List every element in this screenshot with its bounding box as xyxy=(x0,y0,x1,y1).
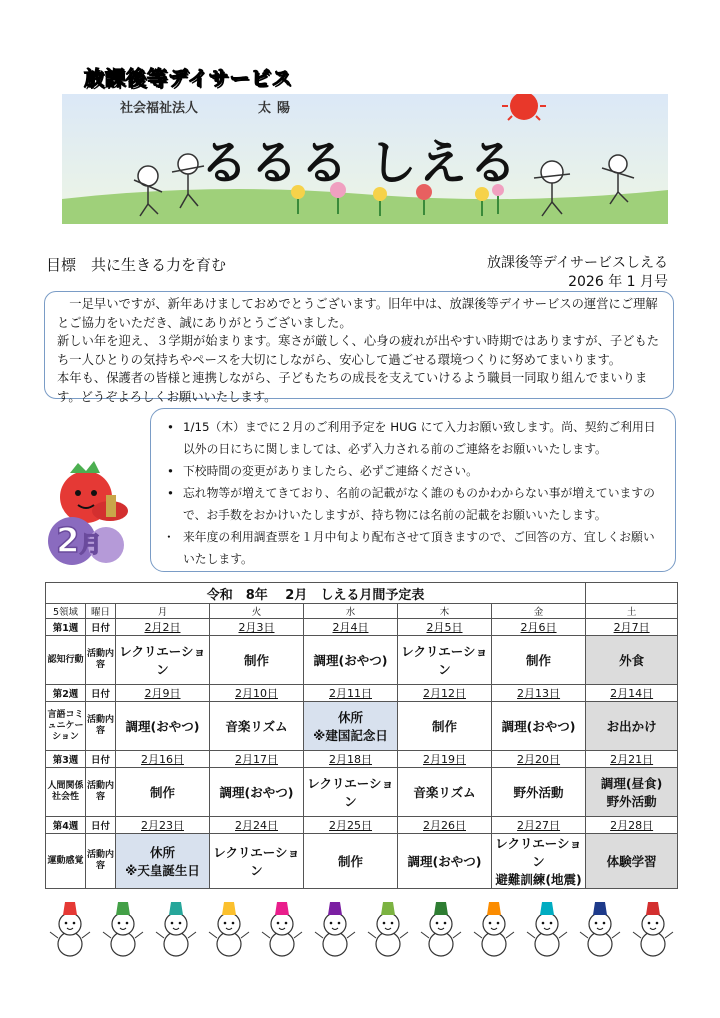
activity-cell: 制作 xyxy=(116,768,210,817)
domain-label: 認知行動 xyxy=(46,636,86,685)
snowman-icon xyxy=(633,902,673,956)
week-activity-row xyxy=(46,702,678,751)
activity-cell: 調理(おやつ) xyxy=(304,636,398,685)
schedule-header-row xyxy=(46,604,678,619)
activity-cell: レクリエーション xyxy=(304,768,398,817)
week-date-row xyxy=(46,751,678,768)
week-activity-row xyxy=(46,636,678,685)
greeting-paragraph: 新しい年を迎え、３学期が始まります。寒さが厳しく、心身の疲れが出やすい時期ではありますが、子どもたち一人ひとりの気持ちやペースを大切にしながら、安心して過ごせる環境つくりに努めてまいります。 xyxy=(57,334,660,367)
monthly-schedule-table xyxy=(45,582,678,889)
header-cell: 5領域 xyxy=(46,604,86,619)
date-cell: 2月7日 xyxy=(586,619,678,636)
date-cell: 2月5日 xyxy=(398,619,492,636)
week-label: 第2週 xyxy=(46,685,86,702)
week-activity-row xyxy=(46,768,678,817)
date-cell: 2月2日 xyxy=(116,619,210,636)
snowman-icon xyxy=(315,902,355,956)
schedule-caption: 令和 8年 2月 しえる月間予定表 xyxy=(46,583,586,604)
date-cell: 2月13日 xyxy=(492,685,586,702)
date-cell: 2月28日 xyxy=(586,817,678,834)
brand-title: 放課後等デイサービス xyxy=(84,66,293,90)
notice-item: • 下校時間の変更がありましたら、必ずご連絡ください。 xyxy=(165,460,665,482)
date-cell: 2月4日 xyxy=(304,619,398,636)
activity-cell: 音楽リズム xyxy=(210,702,304,751)
activity-cell: レクリエーション xyxy=(210,834,304,889)
activity-label: 活動内容 xyxy=(86,834,116,889)
date-cell: 2月19日 xyxy=(398,751,492,768)
date-cell: 2月11日 xyxy=(304,685,398,702)
page-title: るるる しえる xyxy=(200,135,519,191)
activity-cell: レクリエーション xyxy=(116,636,210,685)
week-date-row xyxy=(46,619,678,636)
header-cell: 火 xyxy=(210,604,304,619)
activity-cell: 音楽リズム xyxy=(398,768,492,817)
date-label: 日付 xyxy=(86,619,116,636)
snowman-icon xyxy=(262,902,302,956)
greeting-paragraph: 一足早いですが、新年あけましておめでとうございます。旧年中は、放課後等デイサービスの運営にご理解とご協力をいただき、誠にありがとうございました。 xyxy=(57,297,658,330)
activity-cell: お出かけ xyxy=(586,702,678,751)
notice-box xyxy=(150,408,676,572)
date-cell: 2月21日 xyxy=(586,751,678,768)
date-cell: 2月3日 xyxy=(210,619,304,636)
snowman-icon xyxy=(368,902,408,956)
date-label: 日付 xyxy=(86,817,116,834)
date-cell: 2月6日 xyxy=(492,619,586,636)
notice-item: ・ 来年度の利用調査票を１月中旬より配布させて頂きますので、ご回答の方、宜しくお願いいたします。 xyxy=(165,526,665,570)
domain-label: 運動感覚 xyxy=(46,834,86,889)
notice-item: • 1/15（木）までに２月のご利用予定を HUG にて入力お願い致します。尚、契約ご利用日以外の日にちに関しましては、必ず入力される前のご連絡をお願いいたします。 xyxy=(165,416,665,460)
month-badge: 2月 xyxy=(56,521,102,561)
organization-name: 放課後等デイサービスしえる xyxy=(486,255,668,271)
activity-cell: 調理(昼食) 野外活動 xyxy=(586,768,678,817)
domain-label: 人間関係社会性 xyxy=(46,768,86,817)
activity-cell: 制作 xyxy=(492,636,586,685)
greeting-box xyxy=(44,291,674,404)
activity-cell: 休所 ※建国記念日 xyxy=(304,702,398,751)
date-cell: 2月27日 xyxy=(492,817,586,834)
activity-cell: 野外活動 xyxy=(492,768,586,817)
date-cell: 2月18日 xyxy=(304,751,398,768)
header-cell: 土 xyxy=(586,604,678,619)
greeting-paragraph: 本年も、保護者の皆様と連携しながら、子どもたちの成長を支えていけるよう職員一同取り組んでまいります。どうぞよろしくお願いいたします。 xyxy=(57,371,648,404)
date-label: 日付 xyxy=(86,751,116,768)
snowman-icon xyxy=(421,902,461,956)
goal-text: 目標 共に生きる力を育む xyxy=(46,256,227,274)
activity-label: 活動内容 xyxy=(86,702,116,751)
activity-label: 活動内容 xyxy=(86,768,116,817)
date-cell: 2月25日 xyxy=(304,817,398,834)
snowman-icon xyxy=(474,902,514,956)
activity-cell: レクリエーション xyxy=(398,636,492,685)
snowman-icon xyxy=(156,902,196,956)
activity-cell: 体験学習 xyxy=(586,834,678,889)
domain-label: 言語コミュニケーション xyxy=(46,702,86,751)
activity-cell: 調理(おやつ) xyxy=(492,702,586,751)
activity-cell: 外食 xyxy=(586,636,678,685)
activity-cell: レクリエーション 避難訓練(地震) xyxy=(492,834,586,889)
activity-cell: 調理(おやつ) xyxy=(398,834,492,889)
date-cell: 2月26日 xyxy=(398,817,492,834)
week-label: 第3週 xyxy=(46,751,86,768)
week-date-row xyxy=(46,685,678,702)
date-cell: 2月9日 xyxy=(116,685,210,702)
snowmen-decoration xyxy=(44,888,684,958)
notice-item: • 忘れ物等が増えてきており、名前の記載がなく誰のものかわからない事が増えていますので、お手数をおかけいたしますが、持ち物には名前の記載をお願いいたします。 xyxy=(165,482,665,526)
header-cell: 月 xyxy=(116,604,210,619)
activity-cell: 調理(おやつ) xyxy=(116,702,210,751)
date-cell: 2月24日 xyxy=(210,817,304,834)
date-cell: 2月14日 xyxy=(586,685,678,702)
issue-date: 2026 年 1 月号 xyxy=(568,274,668,290)
date-cell: 2月10日 xyxy=(210,685,304,702)
week-activity-row xyxy=(46,834,678,889)
activity-cell: 休所 ※天皇誕生日 xyxy=(116,834,210,889)
header-cell: 金 xyxy=(492,604,586,619)
header-cell: 木 xyxy=(398,604,492,619)
activity-cell: 制作 xyxy=(398,702,492,751)
snowman-icon xyxy=(50,902,90,956)
snowman-icon xyxy=(103,902,143,956)
snowman-icon xyxy=(580,902,620,956)
snowman-icon xyxy=(527,902,567,956)
corporation-name: 太陽 xyxy=(258,101,297,116)
week-label: 第4週 xyxy=(46,817,86,834)
date-cell: 2月17日 xyxy=(210,751,304,768)
header-cell: 水 xyxy=(304,604,398,619)
activity-cell: 制作 xyxy=(210,636,304,685)
date-cell: 2月12日 xyxy=(398,685,492,702)
date-cell: 2月16日 xyxy=(116,751,210,768)
activity-label: 活動内容 xyxy=(86,636,116,685)
activity-cell: 調理(おやつ) xyxy=(210,768,304,817)
date-cell: 2月23日 xyxy=(116,817,210,834)
header-cell: 曜日 xyxy=(86,604,116,619)
corporation-label: 社会福祉法人 xyxy=(120,101,199,116)
activity-cell: 制作 xyxy=(304,834,398,889)
week-date-row xyxy=(46,817,678,834)
snowman-icon xyxy=(209,902,249,956)
date-cell: 2月20日 xyxy=(492,751,586,768)
date-label: 日付 xyxy=(86,685,116,702)
week-label: 第1週 xyxy=(46,619,86,636)
